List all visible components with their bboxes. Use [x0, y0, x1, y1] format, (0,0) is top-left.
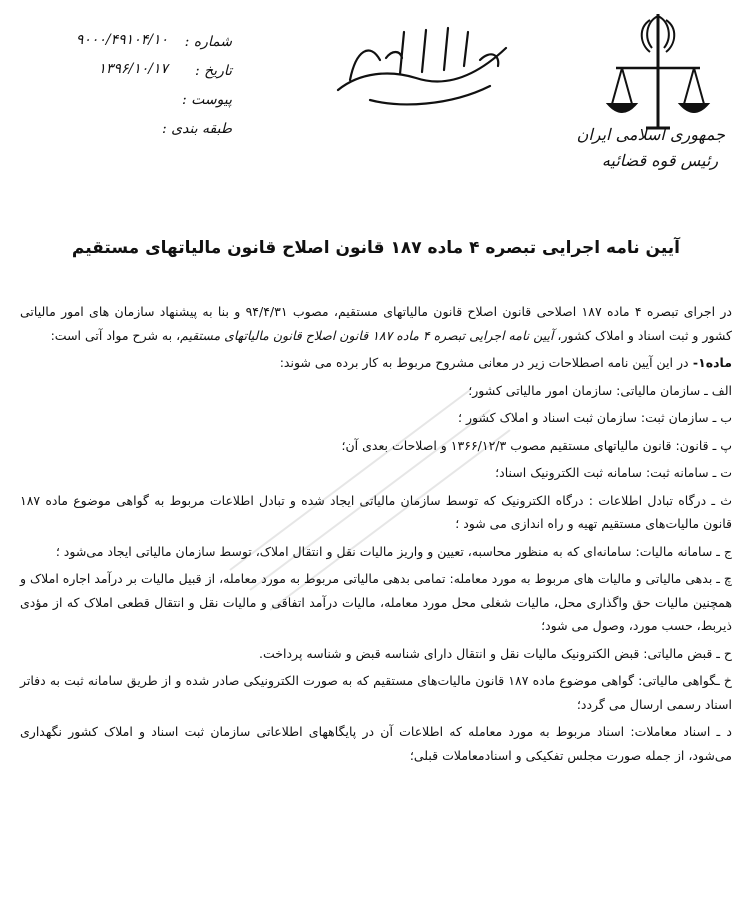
definition-item: ب ـ سازمان ثبت: سازمان ثبت اسناد و املاک کشور ؛: [458, 410, 732, 425]
definition-item: ت ـ سامانه ثبت: سامانه ثبت الکترونیک اسناد؛: [495, 465, 732, 480]
country-name: جمهوری اسلامی ایران: [576, 125, 725, 144]
definition-item: د ـ اسناد معاملات: اسناد مربوط به مورد معامله که اطلاعات آن در پایگاههای اطلاعاتی سازمان ثبت اسناد و املاک کشور نگهداری می‌شود، از جمله صورت مجلس تفکیکی و اسنادمعاملات قبلی؛: [20, 724, 732, 763]
letter-meta: [22, 32, 232, 148]
meta-label: پیوست :: [182, 92, 232, 108]
definition-item: الف ـ سازمان مالیاتی: سازمان امور مالیاتی کشور؛: [468, 382, 732, 398]
definition-item: پ ـ قانون: قانون مالیاتهای مستقیم مصوب ۱۳۶۶/۱۲/۳ و اصلاحات بعدی آن؛: [341, 437, 732, 453]
intro-paragraph: [20, 300, 732, 347]
article-1: [20, 351, 732, 375]
intro-text-end: ، به شرح مواد آتی است:: [50, 327, 181, 343]
meta-number-row: [22, 32, 232, 61]
letter-date: ۱۳۹۶/۱۰/۱۷: [98, 61, 168, 77]
meta-attachment-row: [22, 90, 232, 119]
document-body: [20, 300, 732, 771]
intro-text: در اجرای تبصره ۴ ماده ۱۸۷ اصلاحی قانون اصلاح قانون مالیاتهای مستقیم، مصوب ۹۴/۴/۳۱ و بنا به پیشنهاد سازمان های امور مالیاتی کشور و ثبت اسناد و املاک کشور،: [20, 304, 732, 343]
office-title: رئیس قوه قضائیه: [601, 151, 719, 170]
article-1-text: در این آیین نامه اصطلاحات زیر در معانی مشروح مربوط به کار برده می شوند:: [279, 355, 689, 370]
definition-item: چ ـ بدهی مالیاتی و مالیات های مربوط به مورد معامله: تمامی بدهی مالیاتی مربوط به مورد معامله، از قبیل مالیات بر درآمد اجاره املاک و همچنین مالیات حق واگذاری محل، مالیات شغلی محل مورد معامله، مالیات درآمد اتفاقی و مالیات نقل و انتقال قطعی املاک که از مؤدی ذیربط، حسب مورد، وصول می شود؛: [19, 571, 732, 633]
article-1-label: ماده۱-: [688, 355, 732, 370]
definition-item: ح ـ قبض مالیاتی: قبض الکترونیک مالیات نقل و انتقال دارای شناسه قبض و شناسه پرداخت.: [259, 645, 732, 661]
intro-italic-title: آیین نامه اجرایی تبصره ۴ ماده ۱۸۷ قانون اصلاح قانون مالیاتهای مستقیم: [180, 327, 554, 343]
meta-label: طبقه بندی :: [162, 121, 232, 137]
letter-number: ۹۰۰۰/۴۹۱۰۴/۱۰: [75, 32, 168, 48]
meta-date-row: [22, 61, 232, 90]
basmala-calligraphy: [330, 20, 520, 110]
definition-item: ث ـ درگاه تبادل اطلاعات : درگاه الکترونیک که توسط سازمان مالیاتی ایجاد شده و تبادل اطلاعات مربوط به گواهی موضوع ماده ۱۸۷ قانون مالیات‌های مستقیم تهیه و راه اندازی می شود ؛: [20, 492, 732, 531]
meta-label: تاریخ :: [194, 63, 232, 79]
meta-classification-row: [22, 119, 232, 148]
definition-item: ج ـ سامانه مالیات: سامانه‌ای که به منظور محاسبه، تعیین و واریز مالیات نقل و انتقال املاک، توسط سازمان مالیاتی ایجاد می‌شود ؛: [55, 543, 732, 559]
meta-label: شماره :: [184, 34, 232, 50]
document-title: آیین نامه اجرایی تبصره ۴ ماده ۱۸۷ قانون اصلاح قانون مالیاتهای مستقیم: [71, 238, 680, 258]
definition-item: خ ـگواهی مالیاتی: گواهی موضوع ماده ۱۸۷ قانون مالیات‌های مستقیم که به صورت الکترونیکی صادر شده و از طریق سامانه ثبت به دفاتر اسناد رسمی ارسال می گردد؛: [20, 673, 732, 712]
